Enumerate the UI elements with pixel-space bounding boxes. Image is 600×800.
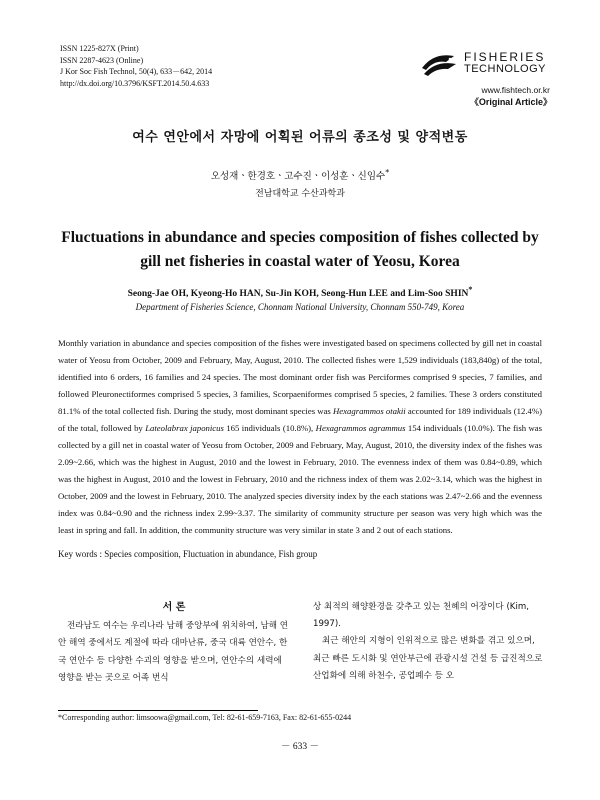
- korean-title: 여수 연안에서 자망에 어획된 어류의 종조성 및 양적변동: [132, 130, 468, 145]
- english-author-names: Seong-Jae OH, Kyeong-Ho HAN, Su-Jin KOH, Seong-Hun LEE and Lim-Soo SHIN: [127, 289, 469, 300]
- journal-website[interactable]: www.fishtech.or.kr: [481, 85, 550, 95]
- species-name: Lateolabrax japonicus: [145, 423, 224, 433]
- page-number: － 633 －: [280, 742, 319, 752]
- corresponding-mark: *: [468, 285, 473, 294]
- body-column-right: [313, 599, 545, 685]
- logo-word-technology: TECHNOLOGY: [464, 63, 547, 75]
- english-title: Fluctuations in abundance and species composition of fishes collected by gill net fisheries in coastal water of Yeosu, Korea: [61, 229, 539, 270]
- abstract-text: 165 individuals (10.8%),: [223, 423, 316, 433]
- issn-online: ISSN 2287-4623 (Online): [60, 55, 144, 65]
- abstract-text: 154 individuals (10.0%). The fish was collected by a gill net in coastal water of Yeosu from October, 2009 and February, May, August, 2010, the diversity index of the fishes was 2.09~2.66, which was the highest in August, 2010 and the lowest in February, 2010. The evenness index of them was 0.84~0.89, which was the highest in August, 2010 and the lowest in February, 2010 and the richness index of them was 2.02~3.14, which was the highest in October, 2009 and the lowest in February, 2010. The analyzed species diversity index by the each stations was 2.47~2.66 and the evenness index was 0.84~0.90 and the richness index 2.99~3.37. The similarity of community structure per season was very high which was the least in spring and fall. In addition, the community structure was very similar in state 3 and 2 out of each stations.: [58, 423, 542, 535]
- keywords: Key words : Species composition, Fluctuation in abundance, Fish group: [58, 549, 318, 559]
- korean-affiliation: 전남대학교 수산과학과: [255, 189, 345, 199]
- article-type: 《Original Article》: [469, 97, 552, 107]
- abstract: [58, 335, 542, 539]
- species-name: Hexagrammos otakii: [333, 406, 406, 416]
- footnote-divider: [58, 710, 258, 711]
- abstract-text: Monthly variation in abundance and species composition of the fishes were investigated based on specimens collected by gill net in coastal water of Yeosu from October, 2009 and February, May, August, 2010. The collected fishes were 1,529 individuals (183,840g) of the total, identified into 6 orders, 16 families and 24 species. The most dominant order fish was Perciformes comprised 9 species, 7 families, and followed Pleuronectiformes comprised 5 species, 3 families, Scorpaeniformes comprised 5 species, 2 families. These 3 orders constituted 81.1% of the total collected fish. During the study, most dominant species was: [58, 338, 542, 416]
- corresponding-footnote: *Corresponding author: limsoowa@gmail.com, Tel: 82-61-659-7163, Fax: 82-61-655-0244: [58, 713, 352, 722]
- journal-logo: [420, 48, 550, 78]
- korean-authors: [0, 168, 600, 182]
- body-paragraph: 상 최적의 해양환경을 갖추고 있는 천혜의 어장이다 (Kim, 1997).: [313, 602, 529, 630]
- doi-link[interactable]: http://dx.doi.org/10.3796/KSFT.2014.50.4.633: [60, 78, 210, 88]
- journal-meta: [60, 43, 212, 89]
- abstract-text: accounted for 189 individuals (12.4%) of the total, followed by: [58, 406, 542, 433]
- english-authors: [0, 285, 600, 299]
- body-paragraph: 전라남도 여수는 우리나라 남해 중앙부에 위치하여, 남해 연안 해역 중에서도 계절에 따라 대마난류, 중국 대륙 연안수, 한국 연안수 등 다양한 수괴의 영향을 받으며, 연안수의 세력에 영향을 받는 곳으로 어족 번식: [58, 621, 289, 683]
- corresponding-mark: *: [385, 168, 390, 177]
- korean-author-names: 오성재ㆍ한경호ㆍ고수진ㆍ이성훈ㆍ신임수: [210, 171, 386, 183]
- species-name: Hexagrammos agrammus: [315, 423, 406, 433]
- body-paragraph: 최근 해안의 지형이 인위적으로 많은 변화를 겪고 있으며, 최근 빠른 도시화 및 연안부근에 관광시설 건설 등 급진적으로 산업화에 의해 하천수, 공업폐수 등 오: [313, 636, 543, 681]
- english-affiliation: Department of Fisheries Science, Chonnam National University, Chonnam 550-749, Korea: [135, 302, 465, 312]
- issn-print: ISSN 1225-827X (Print): [60, 44, 139, 53]
- fish-logo-icon: [420, 48, 460, 78]
- section-heading: 서 론: [162, 602, 186, 613]
- citation: J Kor Soc Fish Technol, 50(4), 633－642, 2014: [60, 67, 213, 76]
- body-column-left: [58, 599, 290, 687]
- logo-word-fisheries: FISHERIES: [464, 50, 546, 64]
